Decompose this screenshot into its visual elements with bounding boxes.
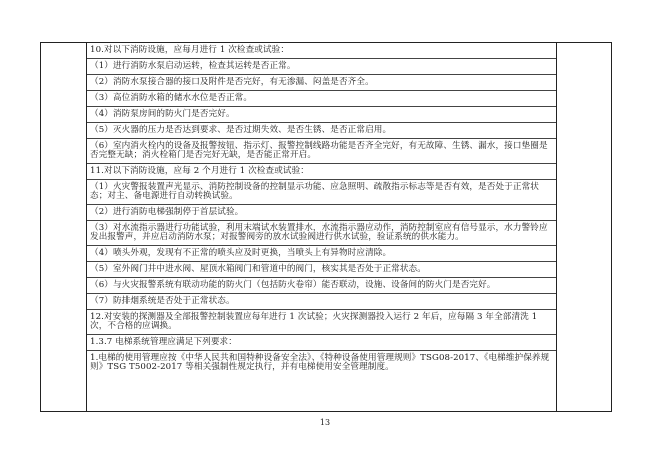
table-row: （5）室外阀门井中进水阀、屋顶水箱阀门和管道中的阀门，核实其是否处于正常状态。 bbox=[87, 262, 556, 278]
table-row: （1）进行消防水泵启动运转，检查其运转是否正常。 bbox=[87, 59, 556, 75]
table-row: （6）室内消火栓内的设备及报警按钮、指示灯、报警控制线路功能是否齐全完好，有无故障、生锈、漏水，接口垫圈是否完整无缺；消火栓箱门是否完好无缺，是否能正常开启。 bbox=[87, 139, 556, 164]
right-column-divider bbox=[556, 43, 557, 411]
table-row: （7）防排烟系统是否处于正常状态。 bbox=[87, 294, 556, 310]
table-row: （4）消防泵房间的防火门是否完好。 bbox=[87, 107, 556, 123]
page-number: 13 bbox=[319, 418, 331, 427]
table-row: （5）灭火器的压力是否达到要求、是否过期失效、是否生锈、是否正常启用。 bbox=[87, 123, 556, 139]
table-row: 11.对以下消防设施，应每 2 个月进行 1 次检查或试验： bbox=[87, 164, 556, 180]
table-row: （4）喷头外观，发现有不正常的喷头应及时更换，当喷头上有异物时应清除。 bbox=[87, 246, 556, 262]
table-row: 1.电梯的使用管理应按《中华人民共和国特种设备安全法》、《特种设备使用管理规则》TSG08-2017、《电梯维护保养规则》TSG T5002-2017 等相关强制性规定执行，并有电梯使用安全管理制度。 bbox=[90, 353, 550, 372]
table-row: 10.对以下消防设施，应每月进行 1 次检查或试验： bbox=[87, 43, 556, 59]
table-row: （6）与火灾报警系统有联动功能的防火门（包括防火卷帘）能否联动，设施、设备间的防火门是否完好。 bbox=[87, 278, 556, 294]
table-row: 1.3.7 电梯系统管理应满足下列要求： bbox=[87, 335, 556, 351]
table-row: （3）高位消防水箱的储水水位是否正常。 bbox=[87, 91, 556, 107]
table-row: 12.对安装的探测器及全部报警控制装置应每年进行 1 次试验；火灾探测器投入运行 2 年后，应每隔 3 年全部清洗 1 次，不合格的应调换。 bbox=[87, 310, 556, 335]
table-row: （2）消防水泵接合器的接口及附件是否完好，有无渗漏、闷盖是否齐全。 bbox=[87, 75, 556, 91]
table-row: （2）进行消防电梯强制停于首层试验。 bbox=[87, 205, 556, 221]
content-table bbox=[40, 42, 612, 412]
table-row: （3）对水流指示器进行功能试验，利用末端试水装置排水，水流指示器应动作，消防控制室应有信号显示，水力警铃应发出报警声，并应启动消防水泵；对报警阀旁的放水试验阀进行供水试验，验证系统的供水能力。 bbox=[87, 221, 556, 246]
table-row: （1）火灾警报装置声光显示、消防控制设备的控制显示功能、应急照明、疏散指示标志等是否有效，是否处于正常状态；对主、备电源进行自动转换试验。 bbox=[87, 180, 556, 205]
table-rows bbox=[87, 43, 556, 375]
